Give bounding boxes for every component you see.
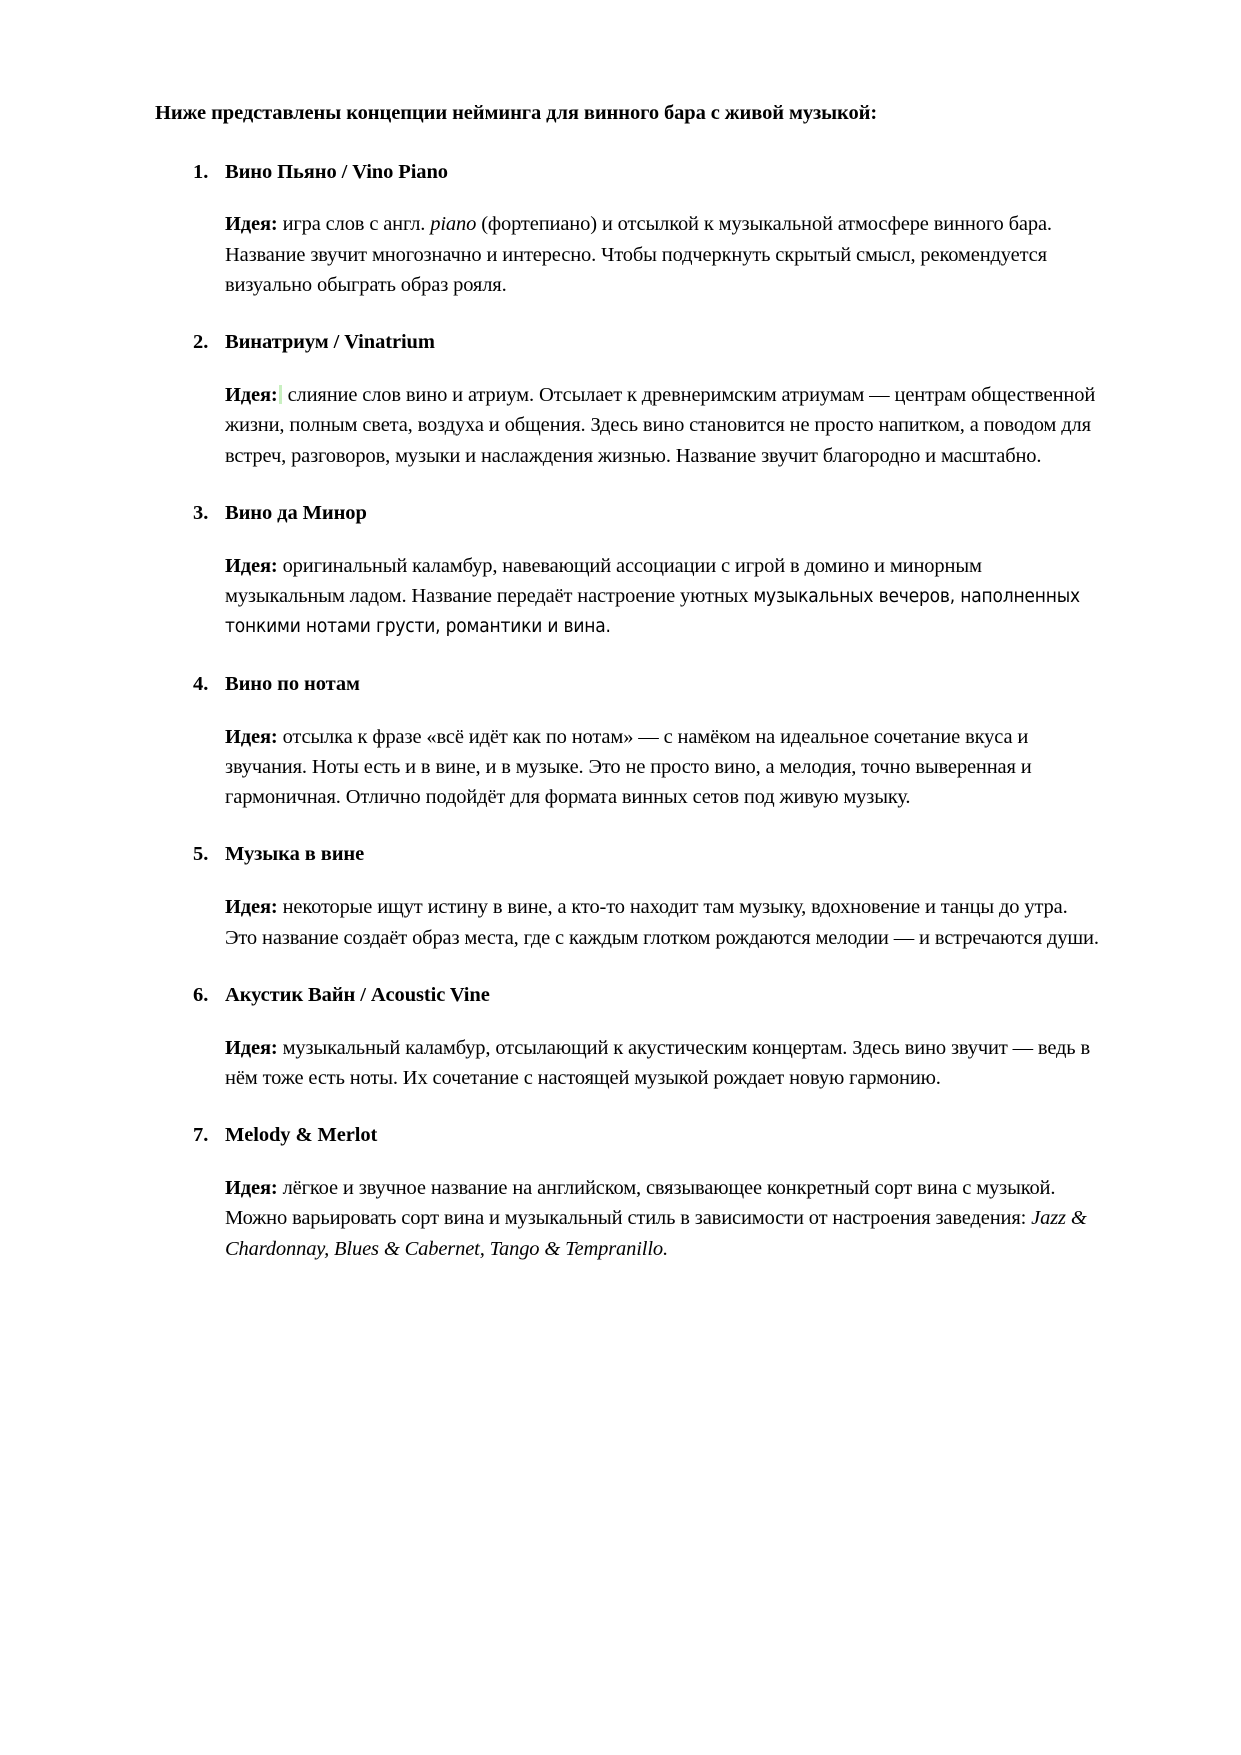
idea-label: Идея: <box>225 554 278 577</box>
list-item <box>155 1121 1101 1264</box>
idea-label: Идея: <box>225 1176 278 1199</box>
concept-title: Вино Пьяно / Vino Piano <box>225 160 448 183</box>
body-text-italic: Jazz & Chardonnay, Blues & Cabernet, Tango & Tempranillo. <box>225 1207 1087 1260</box>
list-item <box>155 328 1101 471</box>
body-text-lead: лёгкое и звучное название на английском, связывающее конкретный сорт вина с музыкой. Можно варьировать сорт вина и музыкальный стиль в зависимости от настроения заведения: <box>225 1176 1056 1230</box>
concept-title: Музыка в вине <box>225 843 365 866</box>
body-text-alt-face: музыкальных вечеров, наполненных тонкими нотами грусти, романтики и вина. <box>225 585 1080 638</box>
body-text: оригинальный каламбур, навевающий ассоциации с игрой в домино и минорным музыкальным ладом. Название передаёт настроение уютных <box>225 554 982 608</box>
idea-label: Идея: <box>225 384 278 407</box>
page-title: Ниже представлены концепции нейминга для винного бара с живой музыкой: <box>155 102 878 124</box>
idea-label: Идея: <box>225 725 278 748</box>
body-text-tail: (фортепиано) и отсылкой к музыкальной атмосфере винного бара. Название звучит многозначно и интересно. Чтобы подчеркнуть скрытый смысл, рекомендуется визуально обыграть образ рояля. <box>225 213 1052 297</box>
concept-title: Винатриум / Vinatrium <box>225 331 435 354</box>
body-text: слияние слов вино и атриум. Отсылает к древнеримским атриумам — центрам общественной жизни, полным света, воздуха и общения. Здесь вино становится не просто напитком, а поводом для встреч, разговоров, музыки и наслаждения жизнью. Название звучит благородно и масштабно. <box>225 384 1096 467</box>
idea-label: Идея: <box>225 896 278 919</box>
body-text-italic: piano <box>430 213 477 236</box>
concept-body <box>225 380 1101 471</box>
concept-title: Вино по нотам <box>225 672 360 695</box>
concept-title: Акустик Вайн / Acoustic Vine <box>225 983 490 1006</box>
concept-body <box>225 892 1101 953</box>
concept-body <box>225 722 1101 813</box>
body-text: некоторые ищут истину в вине, а кто-то находит там музыку, вдохновение и танцы до утра. Это название создаёт образ места, где с каждым глотком рождаются мелодии — и встречаются души. <box>225 896 1099 949</box>
list-item <box>155 158 1101 301</box>
concept-body <box>225 209 1101 300</box>
body-text: музыкальный каламбур, отсылающий к акустическим концертам. Здесь вино звучит — ведь в нём тоже есть ноты. Их сочетание с настоящей музыкой рождает новую гармонию. <box>225 1036 1091 1089</box>
concept-body <box>225 1033 1101 1094</box>
idea-label: Идея: <box>225 1036 278 1059</box>
idea-label: Идея: <box>225 213 278 236</box>
list-item <box>155 981 1101 1093</box>
concept-body <box>225 1173 1101 1264</box>
list-item <box>155 499 1101 642</box>
concept-title: Melody & Merlot <box>225 1124 378 1147</box>
naming-concepts-list <box>155 158 1101 1264</box>
list-item <box>155 840 1101 952</box>
concept-body <box>225 551 1101 642</box>
text-cursor-artifact <box>279 385 282 404</box>
body-text: отсылка к фразе «всё идёт как по нотам» — с намёком на идеальное сочетание вкуса и звучания. Ноты есть и в вине, и в музыке. Это не просто вино, а мелодия, точно выверенная и гармоничная. Отлично подойдёт для формата винных сетов под живую музыку. <box>225 725 1032 809</box>
list-item <box>155 670 1101 813</box>
concept-title: Вино да Минор <box>225 502 367 525</box>
body-text-lead: игра слов с англ. <box>282 213 431 236</box>
